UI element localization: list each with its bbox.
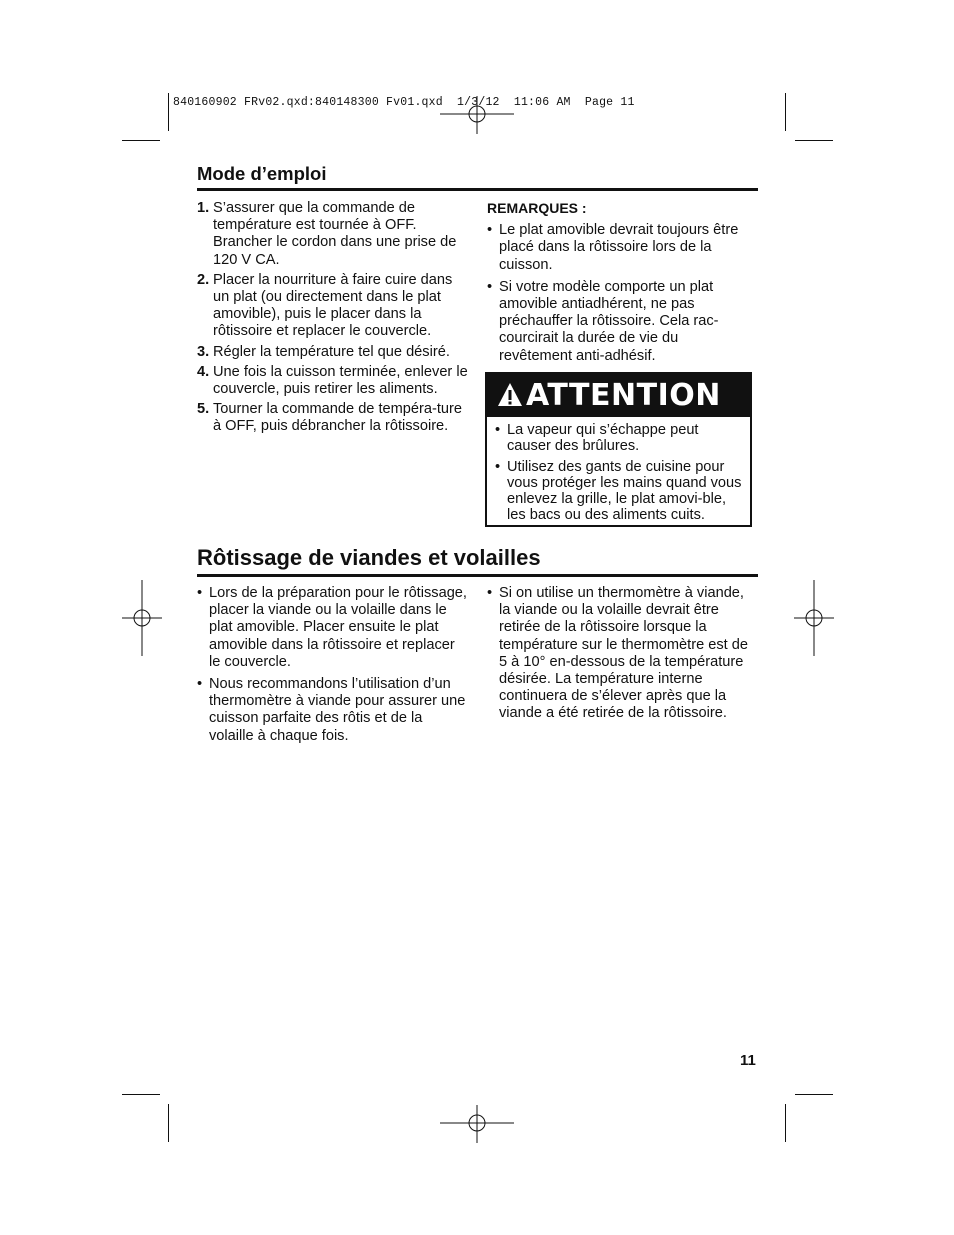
crop-mark-bottom-right-h	[795, 1094, 833, 1095]
rotissage-item: • Lors de la préparation pour le rôtissage, placer la viande ou la volaille dans le plat amovible. Placer ensuite le plat amovible dans la rôtissoire et replacer le couvercle.	[197, 585, 469, 671]
step-number: 1.	[197, 200, 210, 216]
steps-column	[197, 200, 469, 439]
attention-header	[487, 374, 750, 417]
step-item	[197, 344, 469, 361]
crop-mark-bottom-right-v	[785, 1104, 786, 1142]
page-number: 11	[740, 1052, 756, 1069]
note-item: • Le plat amovible devrait toujours être placé dans la rôtissoire lors de la cuisson.	[487, 222, 755, 274]
attention-item: • Utilisez des gants de cuisine pour vous protéger les mains quand vous enlevez la grille, le plat amovi-ble, les bacs ou des aliments cuits.	[495, 459, 742, 523]
warning-triangle-icon	[497, 382, 523, 408]
section-title-mode-emploi: Mode d’emploi	[197, 163, 327, 184]
section-title-rotissage: Rôtissage de viandes et volailles	[197, 545, 541, 570]
step-number: 3.	[197, 343, 210, 360]
step-text: Placer la nourriture à faire cuire dans un plat (ou directement dans le plat amovible), puis le placer dans la rôtissoire et replacer le couvercle.	[213, 271, 453, 340]
rotissage-item: • Si on utilise un thermomètre à viande, la viande ou la volaille devrait être retirée de la rôtissoire lorsque la température sur le thermomètre est de 5 à 10° en-dessous de la température désirée. La température interne continuera de s’élever après que la viande a été retirée de la rôtissoire.	[487, 585, 759, 723]
notes-column	[487, 200, 755, 370]
attention-item: • La vapeur qui s’échappe peut causer des brûlures.	[495, 422, 742, 454]
step-item	[197, 272, 469, 341]
registration-mark-right-icon	[794, 580, 834, 656]
crop-mark-top-right-h	[795, 140, 833, 141]
step-text: Tourner la commande de tempéra-ture à OFF, puis débrancher la rôtissoire.	[213, 401, 463, 435]
attention-list	[495, 422, 742, 523]
registration-mark-left-icon	[122, 580, 162, 656]
attention-heading: ATTENTION	[526, 378, 721, 413]
notes-list	[487, 222, 755, 365]
step-number: 4.	[197, 363, 210, 380]
attention-box	[485, 372, 752, 527]
rotissage-left-list	[197, 585, 469, 745]
section-rule-1	[197, 188, 758, 191]
rotissage-right-list	[487, 585, 759, 723]
rotissage-left-column	[197, 585, 469, 750]
crop-mark-top-right-v	[785, 93, 786, 131]
rotissage-right-column	[487, 585, 759, 728]
step-item	[197, 364, 469, 398]
crop-mark-bottom-left-v	[168, 1104, 169, 1142]
crop-mark-top-left-v	[168, 93, 169, 131]
attention-body	[487, 417, 750, 523]
step-text: Une fois la cuisson terminée, enlever le couvercle, puis retirer les aliments.	[213, 363, 468, 398]
notes-title: REMARQUES :	[487, 200, 587, 216]
print-slug: 840160902 FRv02.qxd:840148300 Fv01.qxd 1/3/12 11:06 AM Page 11	[173, 96, 635, 109]
crop-mark-top-left-h	[122, 140, 160, 141]
registration-mark-top-icon	[440, 96, 514, 136]
step-number: 2.	[197, 271, 210, 288]
step-number: 5.	[197, 401, 210, 418]
step-item	[197, 401, 469, 435]
crop-mark-bottom-left-h	[122, 1094, 160, 1095]
section-rule-2	[197, 574, 758, 577]
rotissage-item: • Nous recommandons l’utilisation d’un thermomètre à viande pour assurer une cuisson parfaite des rôtis et de la volaille à chaque fois.	[197, 676, 469, 745]
step-item	[197, 200, 469, 269]
steps-list	[197, 200, 469, 436]
step-text: S’assurer que la commande de température est tournée à OFF. Brancher le cordon dans une prise de 120 V CA.	[213, 200, 457, 268]
step-text: Régler la température tel que désiré.	[213, 343, 450, 360]
note-item: • Si votre modèle comporte un plat amovible antiadhérent, ne pas préchauffer la rôtissoire. Cela rac-courcirait la durée de vie du revêtement anti-adhésif.	[487, 279, 755, 365]
registration-mark-bottom-icon	[440, 1103, 514, 1143]
